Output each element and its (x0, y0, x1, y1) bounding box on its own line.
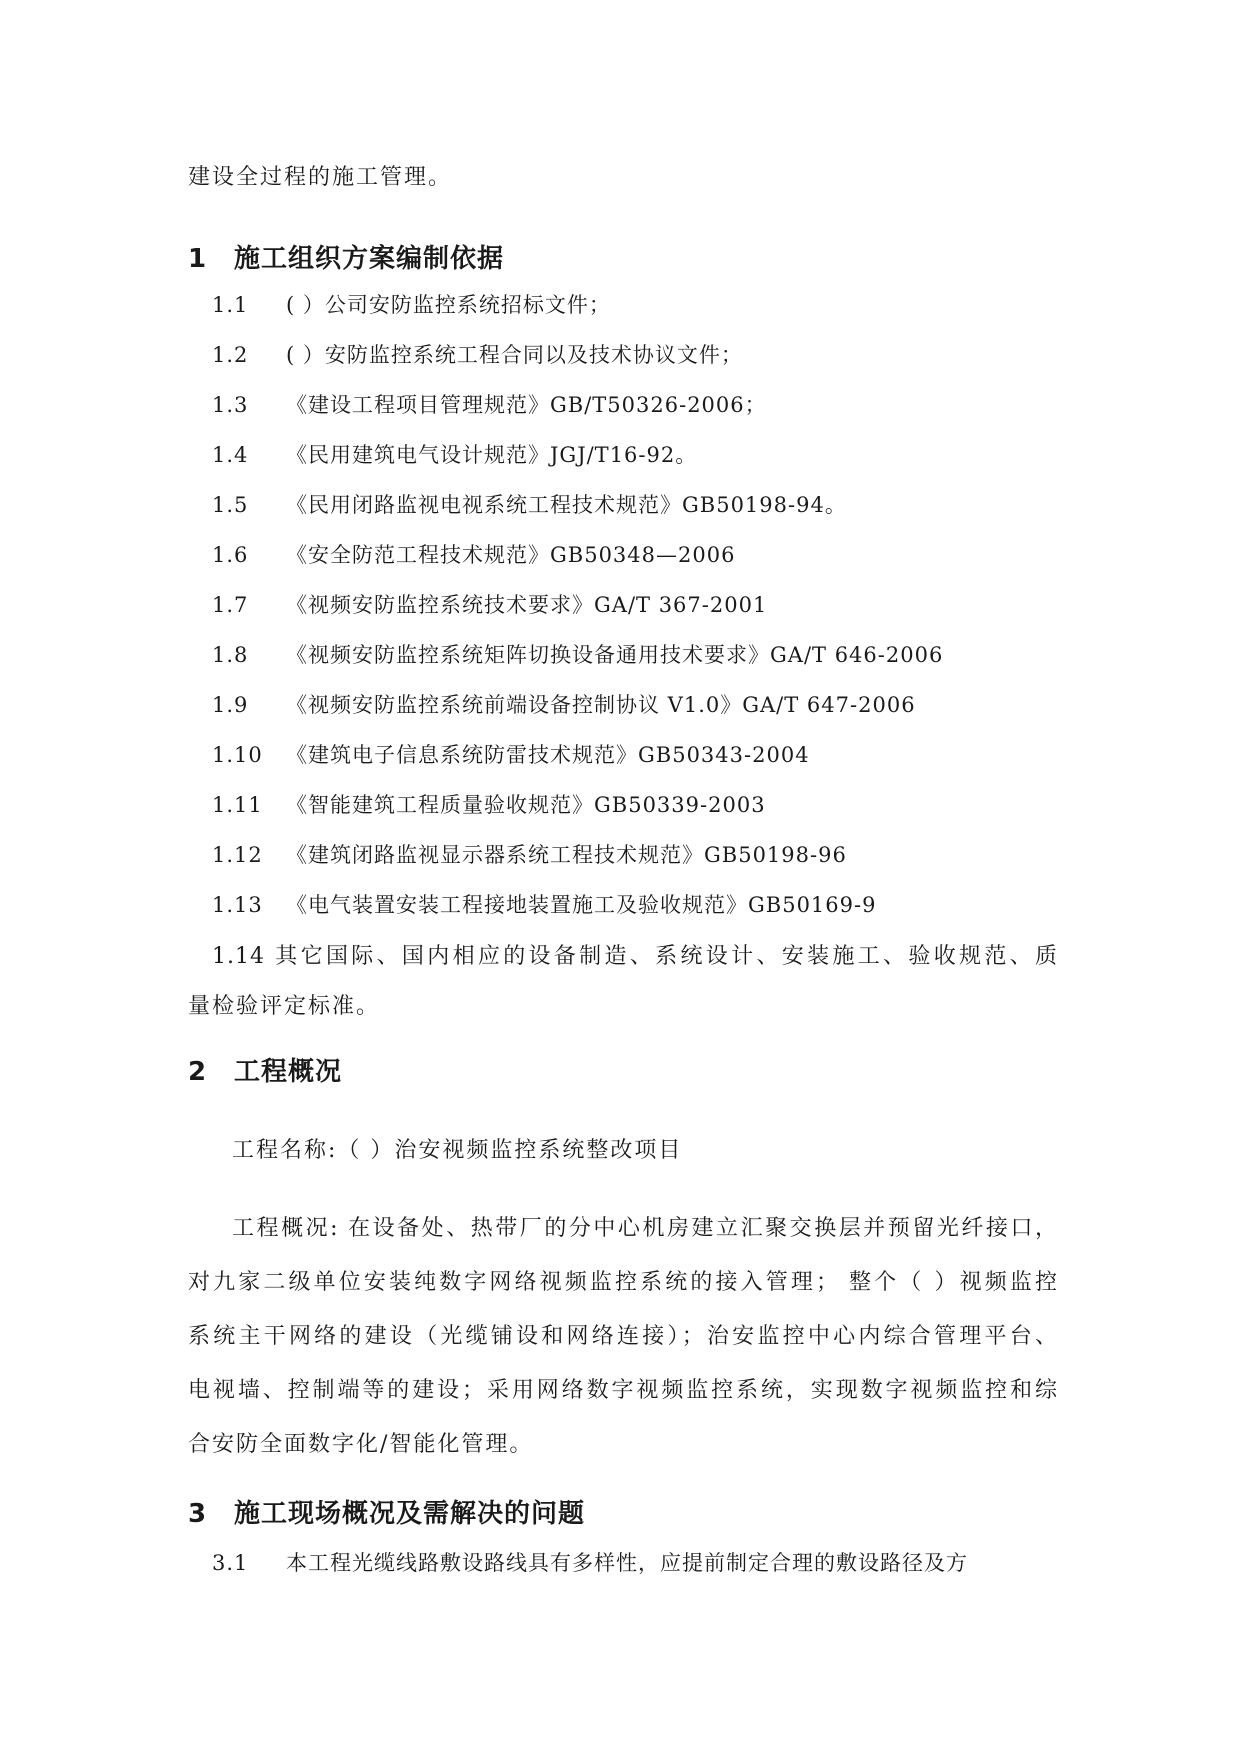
list-item (212, 289, 611, 319)
item-text: 《智能建筑工程质量验收规范》GB50339-2003 (286, 793, 766, 817)
list-item (212, 739, 810, 769)
project-name: 工程名称:（ ）治安视频监控系统整改项目 (232, 1138, 683, 1163)
item-text: 本工程光缆线路敷设路线具有多样性，应提前制定合理的敷设路径及方 (286, 1551, 968, 1575)
section-3-number: 3 (188, 1499, 208, 1529)
item-number: 1.10 (212, 743, 263, 767)
overview-line: 电视墙、控制端等的建设；采用网络数字视频监控系统，实现数字视频监控和综 (188, 1378, 1058, 1403)
list-item (212, 839, 847, 869)
section-3-heading (188, 1493, 585, 1530)
item-number: 1.2 (212, 343, 249, 367)
list-item (212, 339, 743, 369)
section-2-title: 工程概况 (234, 1057, 343, 1087)
item-number: 1.7 (212, 593, 249, 617)
item-number: 1.9 (212, 693, 249, 717)
intro-line: 建设全过程的施工管理。 (188, 165, 453, 190)
section-1-number: 1 (188, 244, 208, 274)
item-text: 《视频安防监控系统前端设备控制协议 V1.0》GA/T 647-2006 (286, 693, 916, 717)
list-item (212, 639, 943, 669)
list-item (212, 1547, 1058, 1577)
item-text: 《电气装置安装工程接地装置施工及验收规范》GB50169-9 (286, 893, 877, 917)
item-text: ( ）公司安防监控系统招标文件； (286, 293, 611, 317)
item-number: 1.8 (212, 643, 249, 667)
section-2-heading (188, 1051, 342, 1088)
item-number: 1.13 (212, 893, 263, 917)
item-text: 《民用建筑电气设计规范》JGJ/T16-92。 (286, 443, 698, 467)
section-1-title: 施工组织方案编制依据 (234, 244, 505, 274)
item-text: 《建筑电子信息系统防雷技术规范》GB50343-2004 (286, 743, 810, 767)
item-number: 3.1 (212, 1551, 249, 1575)
item-text: 《视频安防监控系统矩阵切换设备通用技术要求》GA/T 646-2006 (286, 643, 944, 667)
item-14-line-2: 量检验评定标准。 (188, 994, 381, 1019)
section-3-title: 施工现场概况及需解决的问题 (234, 1499, 586, 1529)
item-number: 1.6 (212, 543, 249, 567)
section-2-number: 2 (188, 1057, 208, 1087)
item-number: 1.4 (212, 443, 249, 467)
item-number: 1.11 (212, 793, 263, 817)
item-number: 1.12 (212, 843, 263, 867)
item-number: 1.3 (212, 393, 249, 417)
item-text: ( ）安防监控系统工程合同以及技术协议文件； (286, 343, 743, 367)
item-text: 《建筑闭路监视显示器系统工程技术规范》GB50198-96 (286, 843, 847, 867)
item-number: 1.5 (212, 493, 249, 517)
list-item (212, 489, 847, 519)
overview-line: 对九家二级单位安装纯数字网络视频监控系统的接入管理； 整个（ ）视频监控 (188, 1270, 1058, 1295)
overview-line: 工程概况: 在设备处、热带厂的分中心机房建立汇聚交换层并预留光纤接口， (232, 1216, 1058, 1241)
list-item (212, 889, 876, 919)
item-number: 1.1 (212, 293, 249, 317)
overview-line: 合安防全面数字化/智能化管理。 (188, 1432, 534, 1457)
list-item (212, 789, 766, 819)
list-item (212, 689, 916, 719)
list-item (212, 389, 767, 419)
item-14-line-1: 1.14 其它国际、国内相应的设备制造、系统设计、安装施工、验收规范、质 (212, 944, 1058, 969)
section-1-heading (188, 238, 504, 275)
item-text: 《建设工程项目管理规范》GB/T50326-2006； (286, 393, 767, 417)
list-item (212, 439, 697, 469)
item-text: 《视频安防监控系统技术要求》GA/T 367-2001 (286, 593, 768, 617)
list-item (212, 539, 735, 569)
list-item (212, 589, 767, 619)
item-text: 《民用闭路监视电视系统工程技术规范》GB50198-94。 (286, 493, 847, 517)
overview-line: 系统主干网络的建设（光缆铺设和网络连接）；治安监控中心内综合管理平台、 (188, 1324, 1058, 1349)
item-text: 《安全防范工程技术规范》GB50348—2006 (286, 543, 736, 567)
